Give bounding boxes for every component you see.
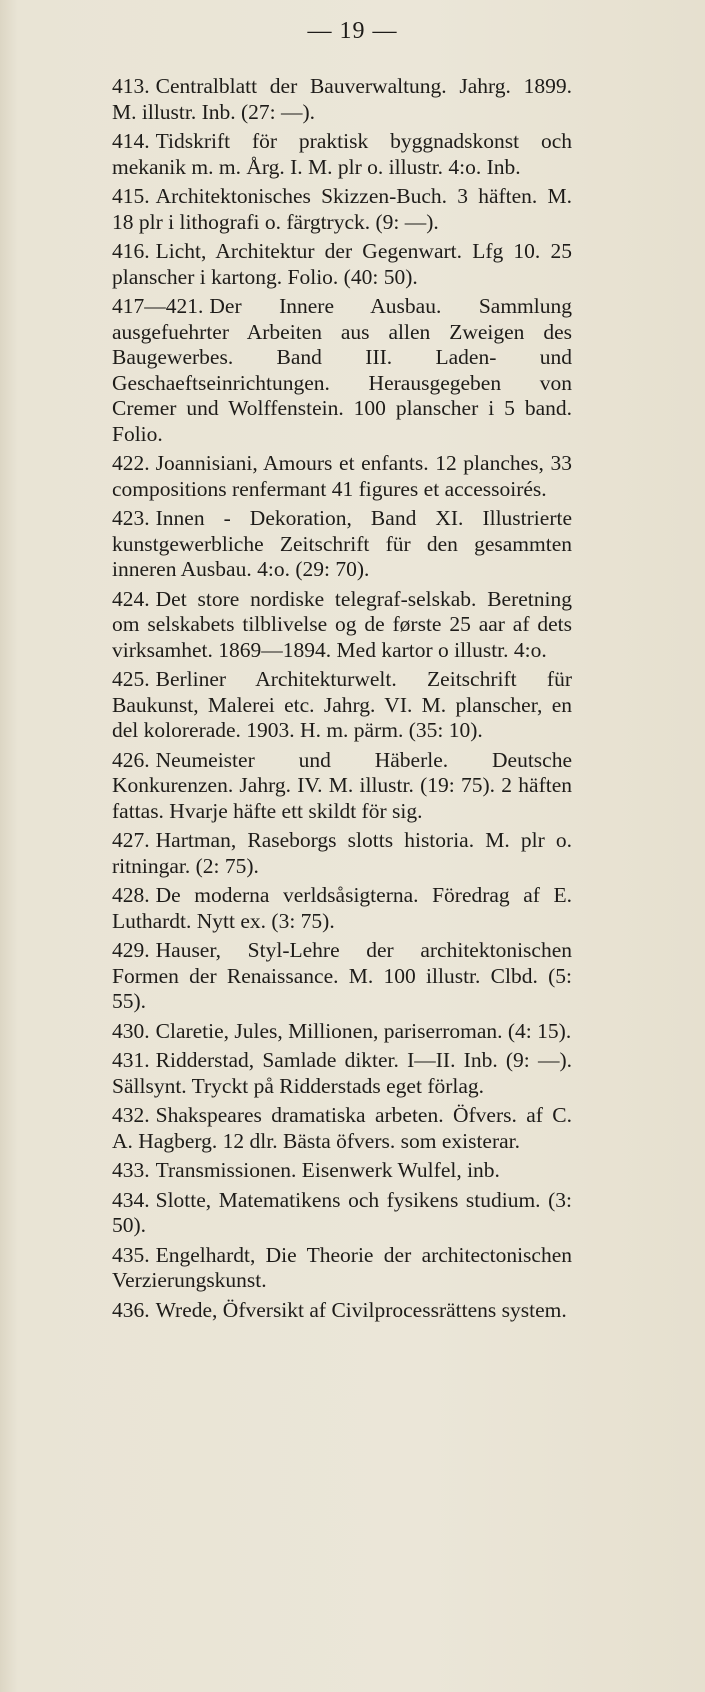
page-number: — 19 — bbox=[307, 18, 398, 44]
entry-number: 432. bbox=[112, 1103, 150, 1127]
entry-text: Licht, Architektur der Gegenwart. Lfg 10. 25 planscher i kartong. Folio. (40: 50). bbox=[112, 239, 572, 289]
catalog-entry bbox=[112, 667, 572, 744]
entry-text: Neumeister und Häberle. Deutsche Konkurenzen. Jahrg. IV. M. illustr. (19: 75). 2 häften fattas. Hvarje häfte ett skildt för sig. bbox=[112, 747, 572, 823]
entry-text: Engelhardt, Die Theorie der architectonischen Verzierungskunst. bbox=[112, 1242, 572, 1292]
catalog-entry bbox=[112, 1019, 572, 1045]
entry-number: 427. bbox=[112, 828, 150, 852]
entry-text: Transmissionen. Eisenwerk Wulfel, inb. bbox=[155, 1158, 500, 1182]
entry-number: 425. bbox=[112, 667, 150, 691]
entry-number: 423. bbox=[112, 506, 150, 530]
entry-text: Tidskrift för praktisk byggnadskonst och mekanik m. m. Årg. I. M. plr o. illustr. 4:o. Inb. bbox=[112, 129, 572, 179]
catalog-entries bbox=[112, 74, 572, 1327]
catalog-entry bbox=[112, 883, 572, 934]
entry-number: 431. bbox=[112, 1048, 150, 1072]
entry-text: Berliner Architekturwelt. Zeitschrift für Baukunst, Malerei etc. Jahrg. VI. M. planscher, en del kolorerade. 1903. H. m. pärm. (35: 10). bbox=[112, 667, 572, 742]
entry-number: 426. bbox=[112, 747, 150, 772]
catalog-entry bbox=[112, 1243, 572, 1294]
catalog-entry bbox=[112, 1103, 572, 1154]
entry-text: Architektonisches Skizzen-Buch. 3 häften. M. 18 plr i lithografi o. färgtryck. (9: —). bbox=[112, 184, 572, 234]
catalog-entry bbox=[112, 1298, 572, 1324]
entry-number: 436. bbox=[112, 1297, 150, 1322]
entry-number: 416. bbox=[112, 239, 150, 263]
entry-number: 433. bbox=[112, 1158, 150, 1182]
entry-text: Claretie, Jules, Millionen, pariserroman. (4: 15). bbox=[155, 1018, 572, 1043]
entry-text: De moderna verldsåsigterna. Föredrag af E. Luthardt. Nytt ex. (3: 75). bbox=[112, 883, 572, 933]
entry-number: 417—421. bbox=[112, 294, 204, 318]
catalog-entry bbox=[112, 748, 572, 825]
entry-number: 435. bbox=[112, 1242, 150, 1267]
catalog-entry bbox=[112, 587, 572, 664]
catalog-entry bbox=[112, 74, 572, 125]
entry-text: Hauser, Styl-Lehre der architektonischen Formen der Renaissance. M. 100 illustr. Clbd. (5: 55). bbox=[112, 938, 572, 1013]
catalog-entry bbox=[112, 938, 572, 1015]
catalog-entry bbox=[112, 239, 572, 290]
entry-text: Der Innere Ausbau. Sammlung ausgefuehrter Arbeiten aus allen Zweigen des Baugewerbes. Band III. Laden- und Geschaeftseinrichtungen. Herausgegeben von Cremer und Wolffenstein. 100 planscher i 5 band. Folio. bbox=[112, 294, 572, 446]
catalog-entry bbox=[112, 1188, 572, 1239]
entry-text: Joannisiani, Amours et enfants. 12 planches, 33 compositions renfermant 41 figures et accessoirés. bbox=[112, 451, 572, 501]
entry-text: Ridderstad, Samlade dikter. I—II. Inb. (9: —). Sällsynt. Tryckt på Ridderstads eget förlag. bbox=[112, 1048, 572, 1098]
entry-text: Wrede, Öfversikt af Civilprocessrättens system. bbox=[155, 1297, 567, 1322]
entry-number: 413. bbox=[112, 74, 150, 98]
entry-text: Hartman, Raseborgs slotts historia. M. plr o. ritningar. (2: 75). bbox=[112, 828, 572, 878]
entry-number: 414. bbox=[112, 129, 150, 153]
catalog-entry bbox=[112, 828, 572, 879]
entry-number: 422. bbox=[112, 451, 150, 475]
catalog-entry bbox=[112, 294, 572, 447]
entry-text: Slotte, Matematikens och fysikens studium. (3: 50). bbox=[112, 1187, 572, 1237]
entry-number: 429. bbox=[112, 938, 150, 962]
entry-number: 424. bbox=[112, 586, 150, 611]
entry-text: Centralblatt der Bauverwaltung. Jahrg. 1899. M. illustr. Inb. (27: —). bbox=[112, 74, 572, 124]
entry-text: Innen - Dekoration, Band XI. Illustrierte kunstgewerbliche Zeitschrift für den gesammten inneren Ausbau. 4:o. (29: 70). bbox=[112, 506, 572, 581]
catalog-entry bbox=[112, 184, 572, 235]
entry-text: Shakspeares dramatiska arbeten. Öfvers. af C. A. Hagberg. 12 dlr. Bästa öfvers. som existerar. bbox=[112, 1103, 572, 1153]
catalog-entry bbox=[112, 1158, 572, 1184]
catalog-entry bbox=[112, 451, 572, 502]
catalog-entry bbox=[112, 129, 572, 180]
entry-text: Det store nordiske telegraf-selskab. Beretning om selskabets tilblivelse og de første 25 aar af dets virksamhet. 1869—1894. Med kartor o illustr. 4:o. bbox=[112, 586, 572, 662]
entry-number: 428. bbox=[112, 883, 150, 907]
catalog-entry bbox=[112, 506, 572, 583]
entry-number: 434. bbox=[112, 1187, 150, 1212]
entry-number: 415. bbox=[112, 184, 150, 208]
entry-number: 430. bbox=[112, 1018, 150, 1043]
catalog-entry bbox=[112, 1048, 572, 1099]
